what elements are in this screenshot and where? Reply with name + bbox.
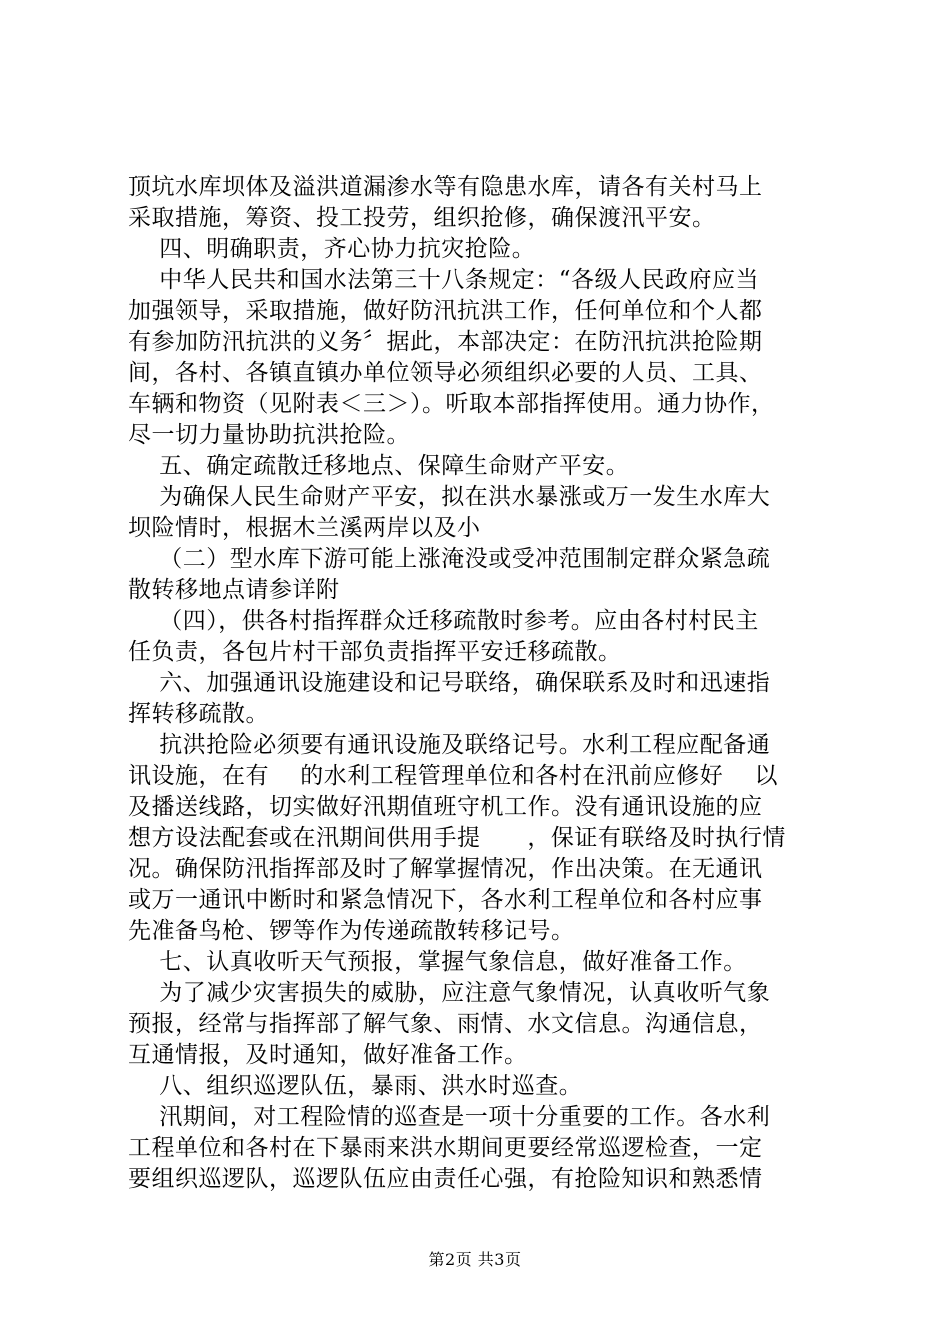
text-line: 及播送线路，切实做好汛期值班守机工作。没有通讯设施的应	[128, 794, 763, 820]
text-line: 散转移地点请参详附	[128, 577, 340, 603]
text-line: 讯设施，在有 的水利工程管理单位和各村在汛前应修好 以	[128, 763, 778, 789]
text-line: 间，各村、各镇直镇办单位领导必须组织必要的人员、工具、	[128, 360, 763, 386]
text-line: （四），供各村指挥群众迁移疏散时参考。应由各村村民主	[128, 608, 759, 634]
text-line: 况。确保防汛指挥部及时了解掌握情况，作出决策。在无通讯	[128, 856, 763, 882]
section-heading: 七、认真收听天气预报，掌握气象信息，做好准备工作。	[128, 949, 747, 975]
page-footer: 第2页 共3页	[428, 1250, 522, 1269]
text-line: 为了减少灾害损失的威胁，应注意气象情况，认真收听气象	[128, 980, 771, 1006]
text-line: （二）型水库下游可能上涨淹没或受冲范围制定群众紧急疏	[128, 546, 771, 572]
text-line: 为确保人民生命财产平安，拟在洪水暴涨或万一发生水库大	[128, 484, 771, 510]
text-line: 汛期间，对工程险情的巡查是一项十分重要的工作。各水利	[128, 1104, 771, 1130]
text-line: 顶坑水库坝体及溢洪道漏渗水等有隐患水库，请各有关村马上	[128, 174, 763, 200]
section-heading: 八、组织巡逻队伍，暴雨、洪水时巡查。	[128, 1073, 583, 1099]
section-heading: 四、明确职责，齐心协力抗灾抢险。	[128, 236, 536, 262]
text-line: 先准备鸟枪、锣等作为传递疏散转移记号。	[128, 918, 575, 944]
text-line: 中华人民共和国水法第三十八条规定：“各级人民政府应当	[128, 267, 760, 293]
text-line: 要组织巡逻队，巡逻队伍应由责任心强，有抢险知识和熟悉情	[128, 1166, 763, 1192]
text-line: 工程单位和各村在下暴雨来洪水期间更要经常巡逻检查，一定	[128, 1135, 763, 1161]
text-line: 采取措施，筹资、投工投劳，组织抢修，确保渡汛平安。	[128, 205, 716, 231]
text-line: 互通情报，及时通知，做好准备工作。	[128, 1042, 528, 1068]
text-line: 有参加防汛抗洪的义务〞据此，本部决定：在防汛抗洪抢险期	[128, 329, 763, 355]
text-line: 预报，经常与指挥部了解气象、雨情、水文信息。沟通信息，	[128, 1011, 763, 1037]
text-line: 加强领导，采取措施，做好防汛抗洪工作，任何单位和个人都	[128, 298, 763, 324]
text-line: 尽一切力量协助抗洪抢险。	[128, 422, 410, 448]
text-line: 坝险情时，根据木兰溪两岸以及小	[128, 515, 481, 541]
text-line: 挥转移疏散。	[128, 701, 269, 727]
section-heading: 五、确定疏散迁移地点、保障生命财产平安。	[128, 453, 630, 479]
text-line: 抗洪抢险必须要有通讯设施及联络记号。水利工程应配备通	[128, 732, 771, 758]
text-line: 任负责，各包片村干部负责指挥平安迁移疏散。	[128, 639, 622, 665]
text-line: 想方设法配套或在汛期间供用手提 ，保证有联络及时执行情	[128, 825, 786, 851]
text-line: 车辆和物资（见附表＜三＞）。听取本部指挥使用。通力协作，	[128, 391, 775, 417]
text-line: 或万一通讯中断时和紧急情况下，各水利工程单位和各村应事	[128, 887, 763, 913]
section-heading: 六、加强通讯设施建设和记号联络，确保联系及时和迅速指	[128, 670, 771, 696]
document-body	[128, 172, 848, 1195]
